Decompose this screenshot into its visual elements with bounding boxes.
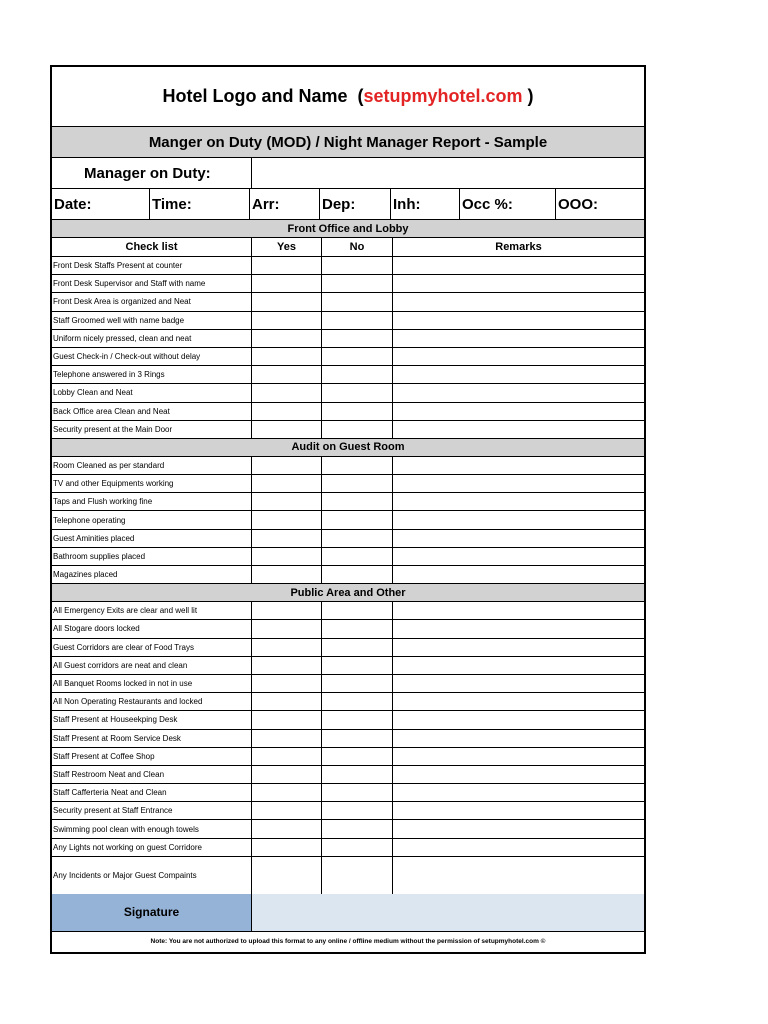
- checklist-table: [52, 220, 644, 894]
- no-cell[interactable]: [322, 657, 393, 674]
- no-cell[interactable]: [322, 730, 393, 747]
- table-row: [52, 839, 644, 857]
- remarks-cell[interactable]: [393, 748, 644, 765]
- checklist-item-label: Telephone answered in 3 Rings: [52, 366, 252, 383]
- remarks-cell[interactable]: [393, 602, 644, 619]
- remarks-cell[interactable]: [393, 312, 644, 329]
- table-row: [52, 639, 644, 657]
- manager-on-duty-field[interactable]: [252, 158, 644, 188]
- checklist-item-label: All Emergency Exits are clear and well lit: [52, 602, 252, 619]
- no-cell[interactable]: [322, 384, 393, 401]
- table-row: [52, 457, 644, 475]
- yes-cell[interactable]: [252, 839, 322, 856]
- no-cell[interactable]: [322, 493, 393, 510]
- table-row: [52, 820, 644, 838]
- no-cell[interactable]: [322, 820, 393, 837]
- table-row: [52, 330, 644, 348]
- table-row: [52, 657, 644, 675]
- remarks-cell[interactable]: [393, 839, 644, 856]
- checklist-item-label: Any Incidents or Major Guest Compaints: [52, 857, 252, 894]
- table-row: [52, 293, 644, 311]
- remarks-cell[interactable]: [393, 511, 644, 528]
- table-row: [52, 802, 644, 820]
- table-row: [52, 257, 644, 275]
- remarks-cell[interactable]: [393, 493, 644, 510]
- remarks-cell[interactable]: [393, 620, 644, 637]
- checklist-item-label: Guest Corridors are clear of Food Trays: [52, 639, 252, 656]
- yes-cell[interactable]: [252, 693, 322, 710]
- checklist-item-label: All Stogare doors locked: [52, 620, 252, 637]
- no-cell[interactable]: [322, 312, 393, 329]
- no-cell[interactable]: [322, 403, 393, 420]
- table-row: [52, 693, 644, 711]
- remarks-cell[interactable]: [393, 548, 644, 565]
- table-row: [52, 784, 644, 802]
- checklist-item-label: Back Office area Clean and Neat: [52, 403, 252, 420]
- checklist-item-label: Staff Restroom Neat and Clean: [52, 766, 252, 783]
- yes-cell[interactable]: [252, 548, 322, 565]
- table-row: [52, 475, 644, 493]
- table-row: [52, 620, 644, 638]
- yes-cell[interactable]: [252, 566, 322, 583]
- checklist-item-label: Security present at Staff Entrance: [52, 802, 252, 819]
- table-row: [52, 766, 644, 784]
- yes-cell[interactable]: [252, 620, 322, 637]
- remarks-cell[interactable]: [393, 857, 644, 894]
- no-cell[interactable]: [322, 639, 393, 656]
- no-cell[interactable]: [322, 766, 393, 783]
- table-row: [52, 566, 644, 584]
- info-field-time[interactable]: Time:: [150, 189, 250, 219]
- no-cell[interactable]: [322, 620, 393, 637]
- yes-cell[interactable]: [252, 421, 322, 438]
- yes-cell[interactable]: [252, 530, 322, 547]
- no-cell[interactable]: [322, 366, 393, 383]
- checklist-item-label: Security present at the Main Door: [52, 421, 252, 438]
- no-cell[interactable]: [322, 457, 393, 474]
- remarks-cell[interactable]: [393, 693, 644, 710]
- remarks-cell[interactable]: [393, 330, 644, 347]
- yes-cell[interactable]: [252, 784, 322, 801]
- table-row: [52, 421, 644, 439]
- no-cell[interactable]: [322, 421, 393, 438]
- table-row: [52, 602, 644, 620]
- no-cell[interactable]: [322, 275, 393, 292]
- checklist-item-label: Room Cleaned as per standard: [52, 457, 252, 474]
- no-cell[interactable]: [322, 748, 393, 765]
- yes-cell[interactable]: [252, 330, 322, 347]
- remarks-cell[interactable]: [393, 257, 644, 274]
- checklist-item-label: Telephone operating: [52, 511, 252, 528]
- table-row: [52, 675, 644, 693]
- remarks-cell[interactable]: [393, 639, 644, 656]
- no-cell[interactable]: [322, 530, 393, 547]
- checklist-item-label: Staff Cafferteria Neat and Clean: [52, 784, 252, 801]
- remarks-cell[interactable]: [393, 421, 644, 438]
- checklist-item-label: Swimming pool clean with enough towels: [52, 820, 252, 837]
- info-field-inh[interactable]: Inh:: [391, 189, 460, 219]
- table-row: [52, 730, 644, 748]
- yes-cell[interactable]: [252, 403, 322, 420]
- no-cell[interactable]: [322, 839, 393, 856]
- checklist-item-label: All Banquet Rooms locked in not in use: [52, 675, 252, 692]
- yes-cell[interactable]: [252, 493, 322, 510]
- title-prefix: Hotel Logo and Name (: [162, 86, 364, 106]
- yes-cell[interactable]: [252, 675, 322, 692]
- table-row: [52, 711, 644, 729]
- column-header-checklist: Check list: [52, 238, 252, 256]
- remarks-cell[interactable]: [393, 530, 644, 547]
- table-row: [52, 857, 644, 894]
- remarks-cell[interactable]: [393, 820, 644, 837]
- checklist-item-label: Guest Check-in / Check-out without delay: [52, 348, 252, 365]
- info-field-arr[interactable]: Arr:: [250, 189, 320, 219]
- remarks-cell[interactable]: [393, 675, 644, 692]
- yes-cell[interactable]: [252, 602, 322, 619]
- no-cell[interactable]: [322, 602, 393, 619]
- checklist-item-label: Staff Present at Houseekping Desk: [52, 711, 252, 728]
- section-header: Audit on Guest Room: [52, 439, 644, 457]
- column-header-row: [52, 238, 644, 257]
- yes-cell[interactable]: [252, 820, 322, 837]
- section-header: Public Area and Other: [52, 584, 644, 602]
- column-header-remarks: Remarks: [495, 241, 542, 253]
- column-header-no: No: [322, 238, 393, 256]
- checklist-item-label: Any Lights not working on guest Corridore: [52, 839, 252, 856]
- manager-on-duty-row: [52, 158, 644, 189]
- no-cell[interactable]: [322, 802, 393, 819]
- no-cell[interactable]: [322, 511, 393, 528]
- signature-row: [52, 894, 644, 932]
- remarks-cell[interactable]: [393, 457, 644, 474]
- remarks-cell[interactable]: [393, 366, 644, 383]
- yes-cell[interactable]: [252, 457, 322, 474]
- signature-field[interactable]: [252, 894, 644, 931]
- yes-cell[interactable]: [252, 802, 322, 819]
- remarks-cell[interactable]: [393, 802, 644, 819]
- yes-cell[interactable]: [252, 639, 322, 656]
- table-row: [52, 748, 644, 766]
- info-field-dep[interactable]: Dep:: [320, 189, 391, 219]
- no-cell[interactable]: [322, 257, 393, 274]
- column-header-yes: Yes: [252, 238, 322, 256]
- no-cell[interactable]: [322, 566, 393, 583]
- table-row: [52, 366, 644, 384]
- signature-label: Signature: [52, 894, 252, 931]
- site-url: setupmyhotel.com: [363, 86, 523, 106]
- yes-cell[interactable]: [252, 293, 322, 310]
- no-cell[interactable]: [322, 475, 393, 492]
- no-cell[interactable]: [322, 293, 393, 310]
- remarks-cell[interactable]: [393, 657, 644, 674]
- yes-cell[interactable]: [252, 511, 322, 528]
- yes-cell[interactable]: [252, 275, 322, 292]
- remarks-cell[interactable]: [393, 766, 644, 783]
- manager-on-duty-label: Manager on Duty:: [52, 158, 252, 188]
- remarks-cell[interactable]: [393, 293, 644, 310]
- checklist-item-label: All Guest corridors are neat and clean: [52, 657, 252, 674]
- yes-cell[interactable]: [252, 348, 322, 365]
- checklist-item-label: Staff Present at Coffee Shop: [52, 748, 252, 765]
- no-cell[interactable]: [322, 784, 393, 801]
- yes-cell[interactable]: [252, 257, 322, 274]
- checklist-item-label: Guest Aminities placed: [52, 530, 252, 547]
- title-suffix: ): [522, 86, 534, 106]
- remarks-cell[interactable]: [393, 275, 644, 292]
- yes-cell[interactable]: [252, 766, 322, 783]
- remarks-cell[interactable]: [393, 711, 644, 728]
- section-header: Front Office and Lobby: [52, 220, 644, 238]
- table-row: [52, 511, 644, 529]
- table-row: [52, 312, 644, 330]
- info-field-occ[interactable]: Occ %:: [460, 189, 556, 219]
- checklist-item-label: Front Desk Supervisor and Staff with name: [52, 275, 252, 292]
- report-subtitle: Manger on Duty (MOD) / Night Manager Report - Sample: [52, 127, 644, 158]
- info-field-date[interactable]: Date:: [52, 189, 150, 219]
- checklist-item-label: Front Desk Area is organized and Neat: [52, 293, 252, 310]
- checklist-item-label: Magazines placed: [52, 566, 252, 583]
- table-row: [52, 348, 644, 366]
- no-cell[interactable]: [322, 348, 393, 365]
- checklist-item-label: Uniform nicely pressed, clean and neat: [52, 330, 252, 347]
- table-row: [52, 403, 644, 421]
- yes-cell[interactable]: [252, 857, 322, 894]
- checklist-item-label: Front Desk Staffs Present at counter: [52, 257, 252, 274]
- checklist-item-label: Taps and Flush working fine: [52, 493, 252, 510]
- yes-cell[interactable]: [252, 312, 322, 329]
- yes-cell[interactable]: [252, 657, 322, 674]
- yes-cell[interactable]: [252, 384, 322, 401]
- table-row: [52, 548, 644, 566]
- remarks-cell[interactable]: [393, 475, 644, 492]
- page-title: [52, 67, 644, 127]
- checklist-item-label: All Non Operating Restaurants and locked: [52, 693, 252, 710]
- checklist-item-label: Lobby Clean and Neat: [52, 384, 252, 401]
- report-sheet: [50, 65, 646, 954]
- table-row: [52, 493, 644, 511]
- checklist-item-label: TV and other Equipments working: [52, 475, 252, 492]
- checklist-item-label: Staff Present at Room Service Desk: [52, 730, 252, 747]
- no-cell[interactable]: [322, 693, 393, 710]
- info-row: [52, 189, 644, 220]
- remarks-cell[interactable]: [393, 784, 644, 801]
- checklist-item-label: Staff Groomed well with name badge: [52, 312, 252, 329]
- info-field-ooo[interactable]: OOO:: [558, 195, 598, 213]
- remarks-cell[interactable]: [393, 730, 644, 747]
- table-row: [52, 275, 644, 293]
- yes-cell[interactable]: [252, 711, 322, 728]
- remarks-cell[interactable]: [393, 384, 644, 401]
- yes-cell[interactable]: [252, 366, 322, 383]
- no-cell[interactable]: [322, 857, 393, 894]
- copyright-note: Note: You are not authorized to upload this format to any online / offline medium without the permission of setupmyhotel.com ©: [150, 938, 546, 946]
- table-row: [52, 530, 644, 548]
- yes-cell[interactable]: [252, 475, 322, 492]
- remarks-cell[interactable]: [393, 403, 644, 420]
- remarks-cell[interactable]: [393, 348, 644, 365]
- table-row: [52, 384, 644, 402]
- yes-cell[interactable]: [252, 730, 322, 747]
- remarks-cell[interactable]: [393, 566, 644, 583]
- no-cell[interactable]: [322, 711, 393, 728]
- no-cell[interactable]: [322, 675, 393, 692]
- no-cell[interactable]: [322, 548, 393, 565]
- yes-cell[interactable]: [252, 748, 322, 765]
- checklist-item-label: Bathroom supplies placed: [52, 548, 252, 565]
- no-cell[interactable]: [322, 330, 393, 347]
